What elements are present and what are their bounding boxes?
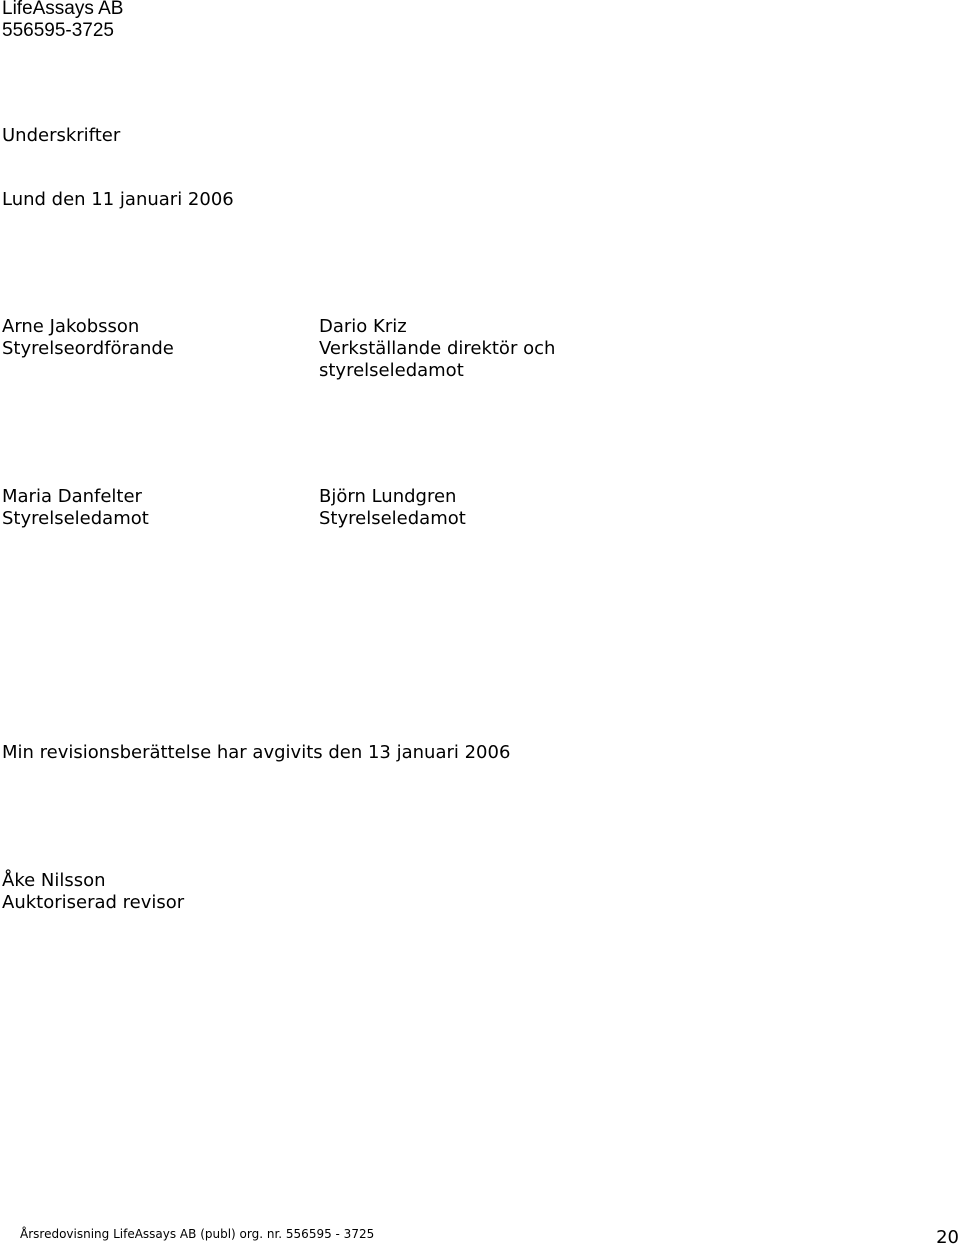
auditor-title: Auktoriserad revisor xyxy=(2,892,185,913)
signatory-block xyxy=(319,316,555,382)
page-number: 20 xyxy=(936,1227,959,1248)
signatory-role: Styrelseledamot xyxy=(2,508,149,529)
signatory-name: Björn Lundgren xyxy=(319,486,457,507)
signatory-name: Dario Kriz xyxy=(319,316,407,337)
section-title: Underskrifter xyxy=(2,125,121,146)
signatory-name: Arne Jakobsson xyxy=(2,316,140,337)
signatory-block xyxy=(2,316,174,360)
auditor-name: Åke Nilsson xyxy=(2,870,106,891)
audit-statement: Min revisionsberättelse har avgivits den 13 januari 2006 xyxy=(2,742,511,763)
signatory-role: Verkställande direktör och xyxy=(319,338,556,359)
place-date: Lund den 11 januari 2006 xyxy=(2,189,234,210)
signatory-role: Styrelseordförande xyxy=(2,338,174,359)
signatory-role-continued: styrelseledamot xyxy=(319,360,464,381)
company-header xyxy=(2,0,123,42)
signatory-block xyxy=(2,486,149,530)
auditor-block xyxy=(2,870,184,914)
footer-text: Årsredovisning LifeAssays AB (publ) org. nr. 556595 - 3725 xyxy=(20,1227,375,1241)
signatory-block xyxy=(319,486,466,530)
signatory-name: Maria Danfelter xyxy=(2,486,142,507)
org-number: 556595-3725 xyxy=(2,20,114,41)
signatory-role: Styrelseledamot xyxy=(319,508,466,529)
company-name: LifeAssays AB xyxy=(2,0,124,19)
